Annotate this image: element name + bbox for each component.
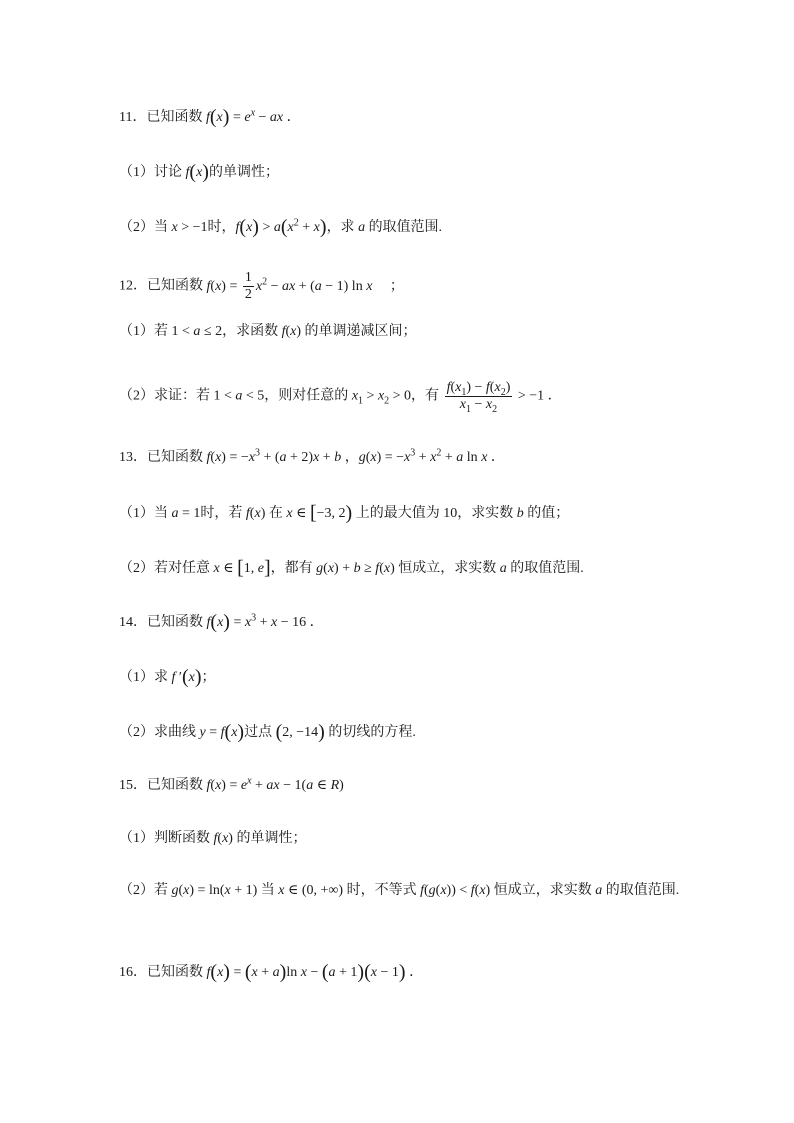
problem-15-part-2: （2）若 g(x) = ln(x + 1) 当 x ∈ (0, +∞) 时，不等式 f(g(x)) < f(x) 恒成立，求实数 a 的取值范围. xyxy=(119,883,680,898)
problem-11-stem xyxy=(119,107,704,128)
math-formula: $f(x) = x^3 + x - 16$ ． xyxy=(206,611,324,633)
problem-number: 11． xyxy=(119,110,147,125)
math-formula: f(x) = $\frac{1}{2}$ $x^2$ − ax + (a − 1) ln x ； xyxy=(206,270,404,302)
problem-15-part-1: （1）判断函数 f(x) 的单调性； xyxy=(119,831,307,846)
problem-14-part-2: （2）求曲线 y = f(x)过点 (2, −14) 的切线的方程. xyxy=(119,721,416,743)
math-formula: f(x) = (x + a)ln x − (a + 1)(x − 1) ． xyxy=(206,961,424,983)
problem-12-part-2: （2）求证：若 1 < a < 5，则对任意的 $x_1 > x_2 > 0$，有 $\frac{f(x_1) - f(x_2)}{x_1 - x_2}$ > −1 ． xyxy=(119,380,562,415)
problem-12-part-1: （1）若 1 < a ≤ 2，求函数 f(x) 的单调递减区间； xyxy=(119,324,417,339)
problem-14-stem: 14．已知函数 $f(x) = x^3 + x - 16$ ． xyxy=(119,611,324,633)
problem-stem: 已知函数 xyxy=(146,110,203,125)
problem-11-part-1: （1）讨论 f(x)的单调性； xyxy=(119,161,279,183)
problem-13-part-1: （1）当 a = 1时，若 f(x) 在 x ∈ [−3, 2) 上的最大值为 10，求实数 b 的值； xyxy=(119,502,570,524)
problem-16-stem: 16．已知函数 f(x) = (x + a)ln x − (a + 1)(x − 1) ． xyxy=(119,961,424,983)
math-formula: $f(x) = e^x$ + ax − 1(a ∈ R) xyxy=(206,775,344,793)
problem-15-stem: 15．已知函数 $f(x) = e^x$ + ax − 1(a ∈ R) xyxy=(119,775,344,793)
math-formula: $f(x) = -x^3 + (a + 2)x + b$ ，$g(x) = -x^3 + x^2 + a$ ln x ． xyxy=(206,447,505,465)
problem-13-part-2: （2）若对任意 x ∈ [1, e]，都有 g(x) + b ≥ f(x) 恒成立，求实数 a 的取值范围. xyxy=(119,557,584,579)
problem-14-part-1: （1）求 f ′(x)； xyxy=(119,666,216,688)
problem-13-stem: 13．已知函数 $f(x) = -x^3 + (a + 2)x + b$ ，$g(x) = -x^3 + x^2 + a$ ln x ． xyxy=(119,447,505,465)
problem-11-part-2: （2）当 x > −1时，$f(x) > a(x^2 + x)$，求 a 的取值范围. xyxy=(119,216,443,238)
math-formula: $f(x) = e^x$ − ax ． xyxy=(205,106,301,128)
problem-12-stem: 12．已知函数 f(x) = $\frac{1}{2}$ $x^2$ − ax + (a − 1) ln x ； xyxy=(119,270,404,302)
